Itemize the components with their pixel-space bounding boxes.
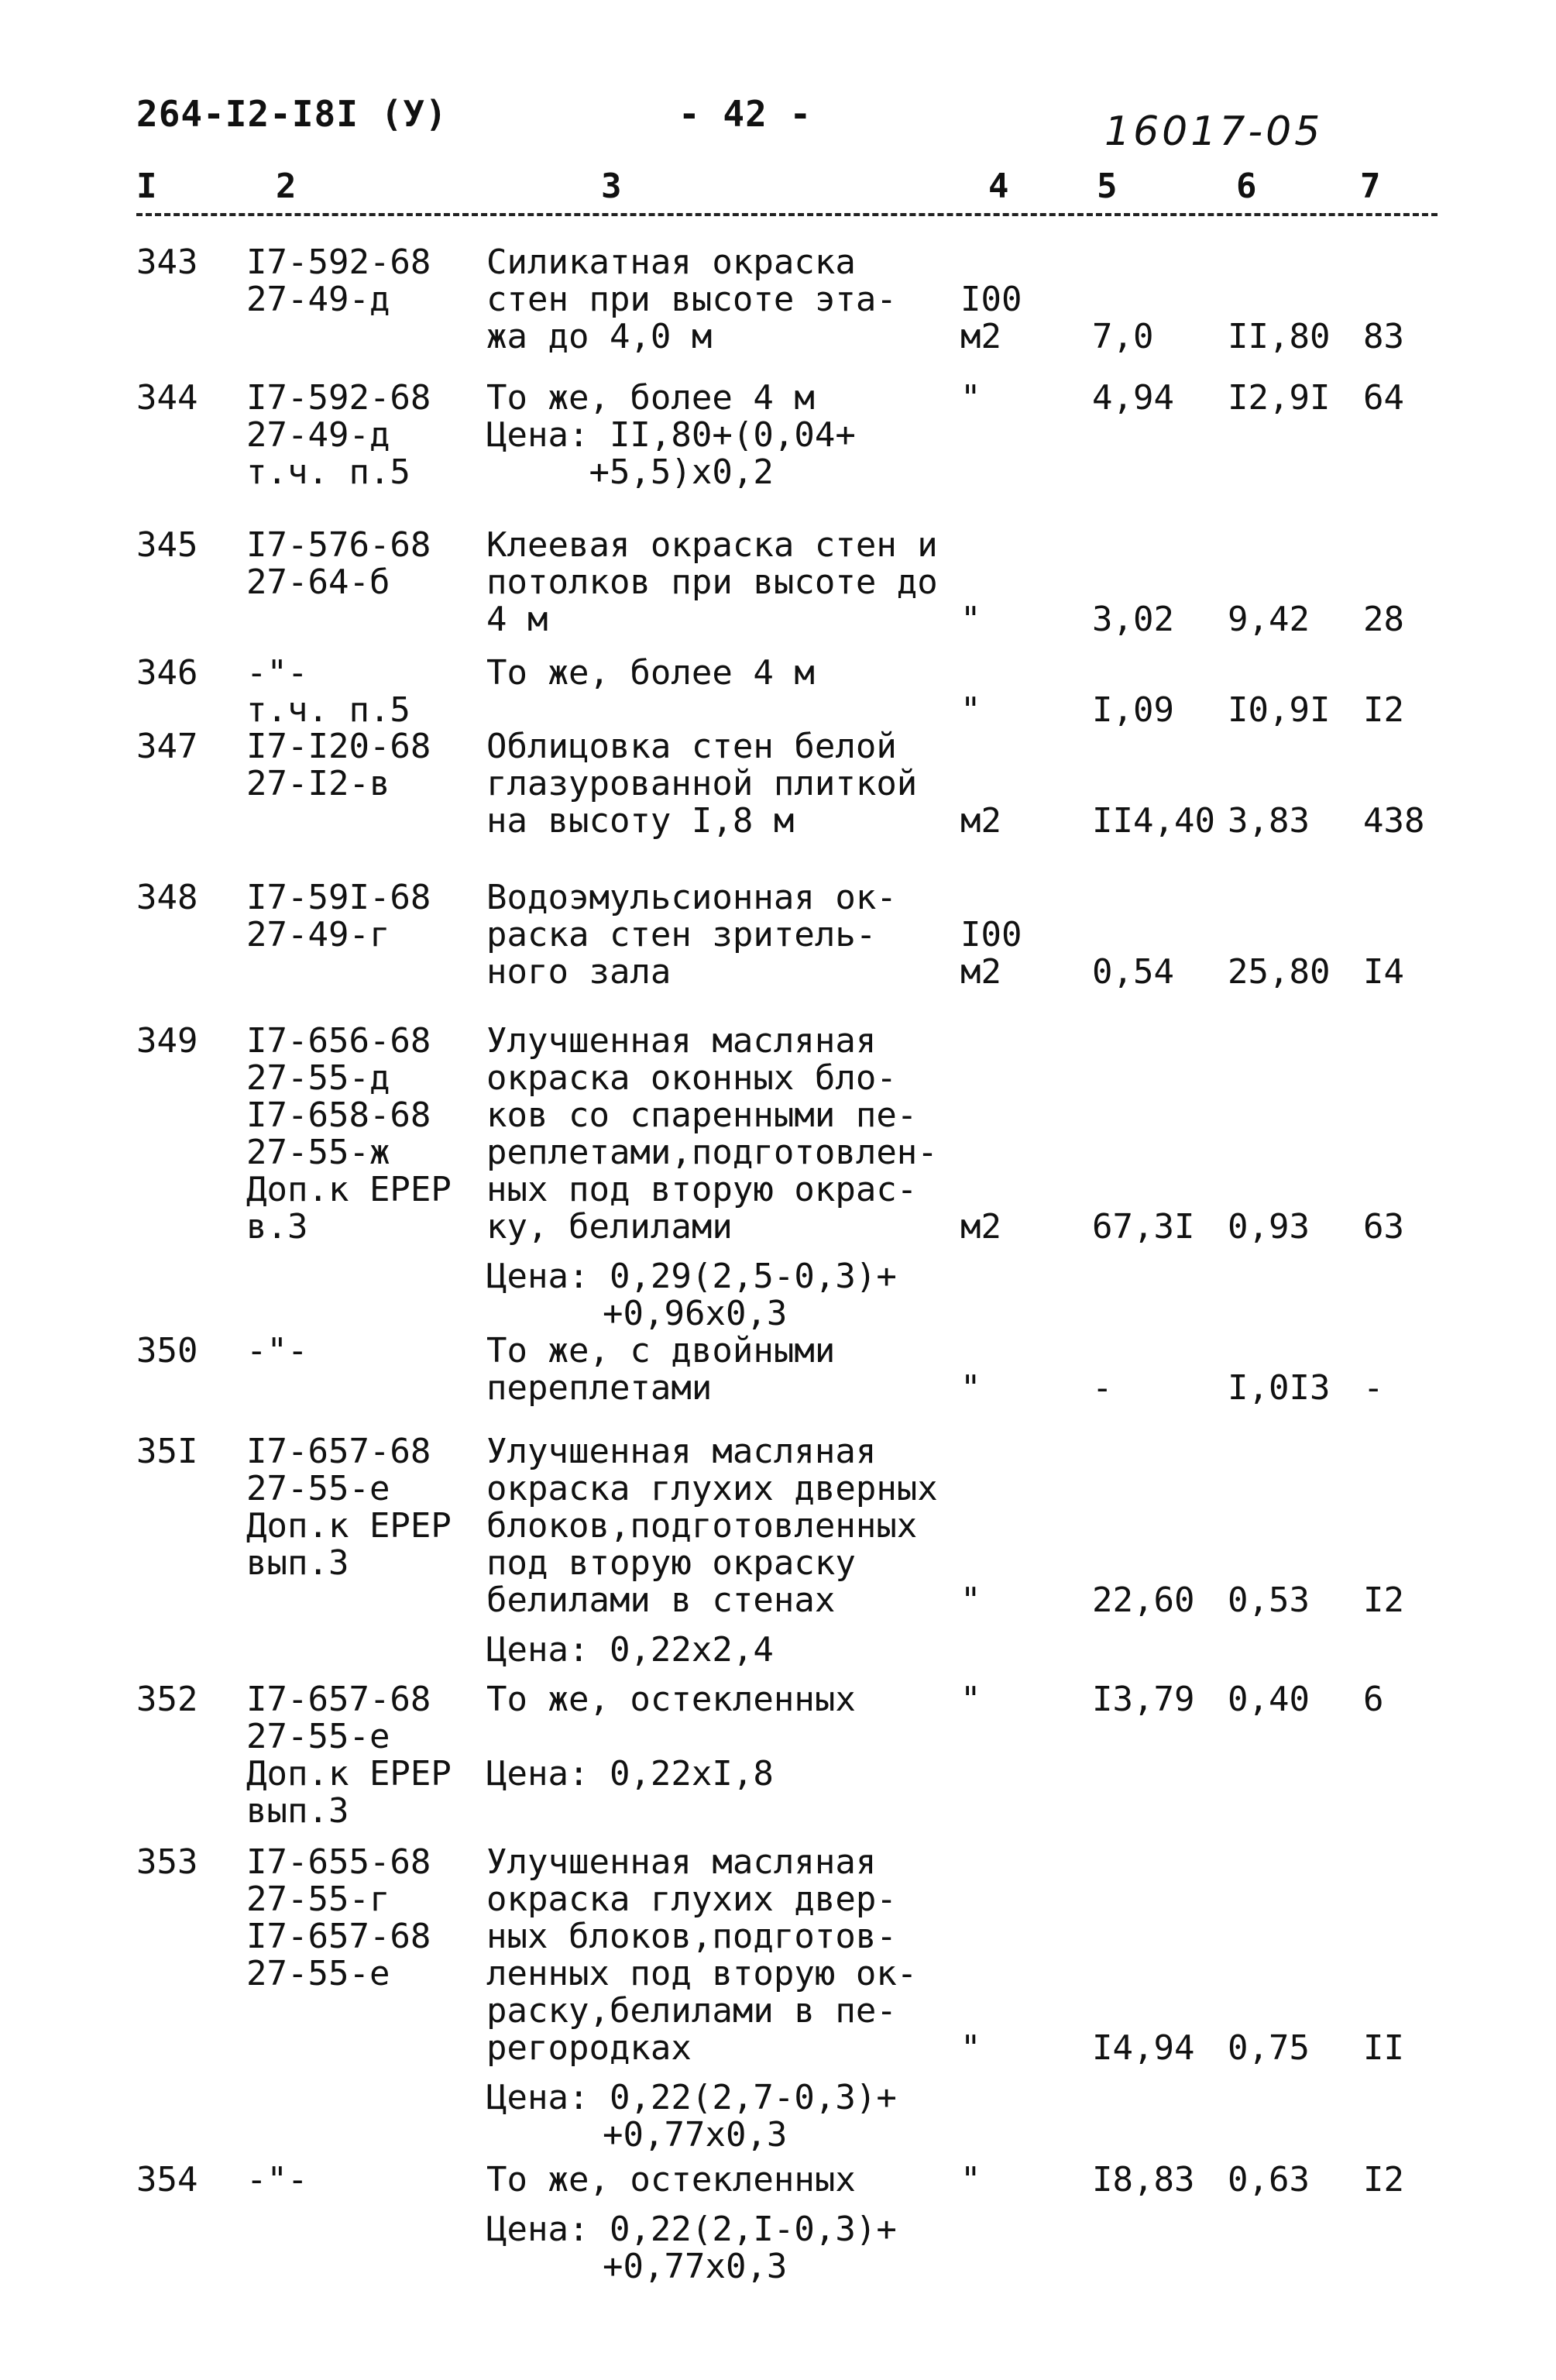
- reference-line: т.ч. п.5: [246, 690, 410, 730]
- description-line: То же, более 4 м: [486, 653, 815, 693]
- row-unit: [960, 1582, 981, 1619]
- row-reference: [246, 879, 431, 954]
- description-line: То же, более 4 м: [486, 378, 815, 418]
- reference-line: I7-656-68: [246, 1021, 431, 1061]
- unit-line: ": [960, 690, 981, 730]
- description-line: белилами в стенах: [486, 1580, 836, 1620]
- document-code: 264-I2-I8I (У): [136, 93, 448, 135]
- formula-line: Цена: 0,29(2,5-0,3)+: [486, 1257, 897, 1296]
- row-reference: [246, 244, 431, 318]
- row-number: 353: [136, 1842, 198, 1882]
- reference-line: I7-655-68: [246, 1842, 431, 1882]
- description-line: 4 м: [486, 600, 548, 639]
- row-total: 438: [1363, 801, 1425, 841]
- reference-line: -"-: [246, 1331, 308, 1371]
- description-line: То же, с двойными: [486, 1331, 836, 1371]
- reference-line: I7-I20-68: [246, 727, 431, 766]
- row-unit-price: II,80: [1228, 317, 1331, 356]
- row-number: 348: [136, 878, 198, 917]
- column-header-1: I: [136, 167, 157, 206]
- row-reference: [246, 655, 410, 729]
- row-number: 349: [136, 1021, 198, 1061]
- description-line: окраска глухих дверных: [486, 1469, 938, 1508]
- row-reference: [246, 1681, 452, 1830]
- row-unit-price: 25,80: [1228, 952, 1331, 992]
- description-line: переплетами: [486, 1368, 713, 1408]
- row-description: [486, 728, 917, 840]
- formula-line: +0,77x0,3: [603, 2247, 788, 2286]
- description-line: [486, 1718, 856, 1756]
- formula-line: Цена: 0,22(2,7-0,3)+: [486, 2078, 897, 2117]
- row-number: 346: [136, 653, 198, 693]
- row-quantity: I,09: [1092, 690, 1174, 730]
- description-line: Цена: 0,22xI,8: [486, 1754, 774, 1794]
- row-description: [486, 879, 897, 991]
- row-total: 63: [1363, 1207, 1404, 1247]
- row-unit-price: 0,93: [1228, 1207, 1310, 1247]
- description-line: То же, остекленных: [486, 2160, 856, 2199]
- row-unit: [960, 601, 981, 638]
- row-total: 83: [1363, 317, 1404, 356]
- description-line: Облицовка стен белой: [486, 727, 897, 766]
- row-unit-price: 0,40: [1228, 1680, 1310, 1719]
- description-line: ленных под вторую ок-: [486, 1954, 918, 1993]
- reference-line: 27-64-б: [246, 562, 390, 602]
- row-description: [486, 244, 897, 356]
- unit-line: ": [960, 1368, 981, 1408]
- description-line: Силикатная окраска: [486, 242, 856, 282]
- description-line: ку, белилами: [486, 1207, 733, 1247]
- row-total: 64: [1363, 378, 1404, 418]
- description-line: Улучшенная масляная: [486, 1842, 877, 1882]
- description-line: Улучшенная масляная: [486, 1432, 877, 1471]
- row-number: 347: [136, 727, 198, 766]
- reference-line: I7-658-68: [246, 1095, 431, 1135]
- price-formula: [486, 2211, 897, 2285]
- row-number: 350: [136, 1331, 198, 1371]
- row-description: [486, 1333, 835, 1407]
- reference-line: т.ч. п.5: [246, 452, 410, 492]
- reference-line: I7-576-68: [246, 525, 431, 565]
- row-description: [486, 2162, 856, 2199]
- row-description: [486, 1023, 938, 1246]
- row-reference: [246, 1023, 452, 1246]
- description-line: окраска оконных бло-: [486, 1058, 897, 1098]
- unit-line: ": [960, 2160, 981, 2199]
- row-number: 352: [136, 1680, 198, 1719]
- reference-line: 27-55-е: [246, 1717, 390, 1756]
- row-total: I2: [1363, 690, 1404, 730]
- row-reference: [246, 1333, 307, 1370]
- row-unit: [960, 281, 1022, 356]
- reference-line: вып.3: [246, 1791, 349, 1831]
- column-header-7: 7: [1360, 167, 1381, 206]
- reference-line: -"-: [246, 2160, 308, 2199]
- formula-line: +0,96x0,3: [603, 1294, 788, 1333]
- reference-line: 27-55-е: [246, 1954, 390, 1993]
- row-total: I2: [1363, 1580, 1404, 1620]
- description-line: блоков,подготовленных: [486, 1506, 918, 1546]
- row-unit-price: I2,9I: [1228, 378, 1331, 418]
- row-quantity: 3,02: [1092, 600, 1174, 639]
- description-line: потолков при высоте до: [486, 562, 938, 602]
- row-number: 345: [136, 525, 198, 565]
- row-number: 35I: [136, 1432, 198, 1471]
- reference-line: Доп.к ЕРЕР: [246, 1506, 452, 1546]
- unit-line: ": [960, 1580, 981, 1620]
- reference-line: I7-592-68: [246, 242, 431, 282]
- row-quantity: -: [1092, 1368, 1113, 1408]
- description-line: глазурованной плиткой: [486, 764, 918, 803]
- reference-line: Доп.к ЕРЕР: [246, 1170, 452, 1209]
- description-line: Цена: II,80+(0,04+: [486, 415, 856, 455]
- unit-line: ": [960, 600, 981, 639]
- row-quantity: I4,94: [1092, 2028, 1195, 2068]
- description-line: раска стен зритель-: [486, 915, 877, 954]
- unit-line: ": [960, 1680, 981, 1719]
- row-reference: [246, 728, 431, 803]
- formula-line: Цена: 0,22x2,4: [486, 1630, 774, 1670]
- row-quantity: 7,0: [1092, 317, 1154, 356]
- reference-line: 27-49-д: [246, 415, 390, 455]
- row-unit-price: 0,53: [1228, 1580, 1310, 1620]
- reference-line: вып.3: [246, 1543, 349, 1583]
- row-unit-price: 9,42: [1228, 600, 1310, 639]
- unit-line: м2: [960, 1207, 1001, 1247]
- reference-line: 27-55-г: [246, 1880, 390, 1919]
- row-unit-price: 0,63: [1228, 2160, 1310, 2199]
- row-unit: [960, 2162, 981, 2199]
- column-header-2: 2: [276, 167, 297, 206]
- row-description: [486, 380, 856, 491]
- row-quantity: 67,3I: [1092, 1207, 1195, 1247]
- row-unit-price: 3,83: [1228, 801, 1310, 841]
- description-line: под вторую окраску: [486, 1543, 856, 1583]
- description-line: на высоту I,8 м: [486, 801, 795, 841]
- reference-line: Доп.к ЕРЕР: [246, 1754, 452, 1794]
- row-description: [486, 655, 815, 692]
- unit-line: м2: [960, 317, 1001, 356]
- description-line: стен при высоте эта-: [486, 280, 897, 319]
- reference-line: 27-55-д: [246, 1058, 390, 1098]
- row-quantity: 0,54: [1092, 952, 1174, 992]
- row-total: I4: [1363, 952, 1404, 992]
- row-description: [486, 1433, 938, 1619]
- row-unit: [960, 1370, 981, 1407]
- column-header-5: 5: [1097, 167, 1118, 206]
- description-line: ных блоков,подготов-: [486, 1917, 897, 1956]
- reference-line: 27-55-ж: [246, 1133, 390, 1172]
- reference-line: -"-: [246, 653, 308, 693]
- row-number: 354: [136, 2160, 198, 2199]
- reference-line: 27-55-е: [246, 1469, 390, 1508]
- page-number: - 42 -: [678, 93, 812, 135]
- reference-line: I7-657-68: [246, 1432, 431, 1471]
- row-quantity: II4,40: [1092, 801, 1215, 841]
- row-quantity: I8,83: [1092, 2160, 1195, 2199]
- row-quantity: 22,60: [1092, 1580, 1195, 1620]
- unit-line: I00: [960, 280, 1022, 319]
- reference-line: 27-I2-в: [246, 764, 390, 803]
- row-unit: [960, 803, 1001, 840]
- column-header-4: 4: [988, 167, 1009, 206]
- reference-line: в.3: [246, 1207, 308, 1247]
- description-line: Водоэмульсионная ок-: [486, 878, 897, 917]
- handwritten-stamp: 16017-05: [1104, 108, 1324, 155]
- description-line: ного зала: [486, 952, 672, 992]
- column-header-6: 6: [1236, 167, 1257, 206]
- row-unit-price: 0,75: [1228, 2028, 1310, 2068]
- reference-line: I7-657-68: [246, 1917, 431, 1956]
- page-header: [136, 93, 1453, 163]
- reference-line: 27-49-д: [246, 280, 390, 319]
- row-unit: [960, 1681, 981, 1718]
- row-total: 28: [1363, 600, 1404, 639]
- description-line: Улучшенная масляная: [486, 1021, 877, 1061]
- formula-line: Цена: 0,22(2,I-0,3)+: [486, 2210, 897, 2249]
- row-description: [486, 1681, 856, 1793]
- row-reference: [246, 1844, 431, 1993]
- unit-line: ": [960, 2028, 981, 2068]
- row-unit: [960, 1209, 1001, 1246]
- row-total: -: [1363, 1368, 1384, 1408]
- description-line: реплетами,подготовлен-: [486, 1133, 938, 1172]
- row-reference: [246, 2162, 307, 2199]
- description-line: Клеевая окраска стен и: [486, 525, 938, 565]
- unit-line: I00: [960, 915, 1022, 954]
- reference-line: I7-592-68: [246, 378, 431, 418]
- reference-line: I7-657-68: [246, 1680, 431, 1719]
- row-description: [486, 1844, 917, 2067]
- row-quantity: I3,79: [1092, 1680, 1195, 1719]
- unit-line: м2: [960, 801, 1001, 841]
- reference-line: I7-59I-68: [246, 878, 431, 917]
- row-unit: [960, 2030, 981, 2067]
- column-header-3: 3: [601, 167, 622, 206]
- row-reference: [246, 1433, 452, 1582]
- column-header-row: [136, 167, 1437, 216]
- price-formula: [486, 1632, 774, 1669]
- row-reference: [246, 527, 431, 601]
- unit-line: ": [960, 378, 981, 418]
- row-total: 6: [1363, 1680, 1384, 1719]
- description-line: окраска глухих двер-: [486, 1880, 897, 1919]
- description-line: ных под вторую окрас-: [486, 1170, 918, 1209]
- row-reference: [246, 380, 431, 491]
- row-unit-price: I0,9I: [1228, 690, 1331, 730]
- unit-line: м2: [960, 952, 1001, 992]
- formula-line: +0,77x0,3: [603, 2115, 788, 2155]
- row-unit: [960, 692, 981, 729]
- price-formula: [486, 2079, 897, 2154]
- description-line: раску,белилами в пе-: [486, 1991, 897, 2031]
- row-total: II: [1363, 2028, 1404, 2068]
- row-unit: [960, 380, 981, 417]
- row-unit: [960, 917, 1022, 991]
- description-line: жа до 4,0 м: [486, 317, 713, 356]
- row-total: I2: [1363, 2160, 1404, 2199]
- description-line: +5,5)x0,2: [486, 452, 774, 492]
- reference-line: 27-49-г: [246, 915, 390, 954]
- row-number: 343: [136, 242, 198, 282]
- description-line: ков со спаренными пе-: [486, 1095, 918, 1135]
- description-line: регородках: [486, 2028, 692, 2068]
- row-number: 344: [136, 378, 198, 418]
- row-unit-price: I,0I3: [1228, 1368, 1331, 1408]
- price-formula: [486, 1258, 897, 1333]
- description-line: То же, остекленных: [486, 1680, 856, 1719]
- row-description: [486, 527, 938, 638]
- row-quantity: 4,94: [1092, 378, 1174, 418]
